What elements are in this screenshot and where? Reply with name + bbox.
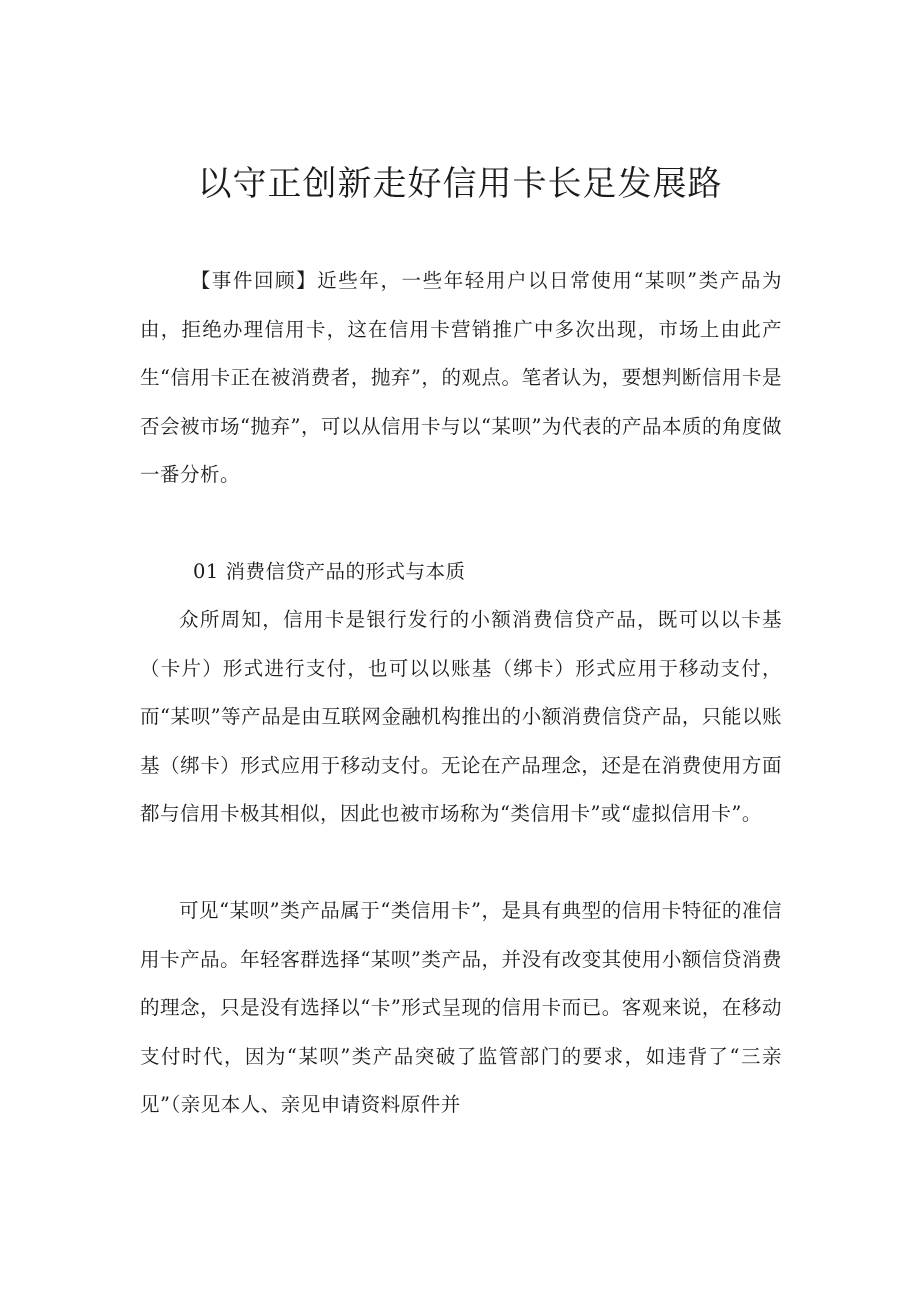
- body-paragraph-2: 众所周知，信用卡是银行发行的小额消费信贷产品，既可以以卡基（卡片）形式进行支付，也可以以账基（绑卡）形式应用于移动支付，而“某呗”等产品是由互联网金融机构推出的小额消费信贷产品，只能以账基（绑卡）形式应用于移动支付。无论在产品理念，还是在消费使用方面都与信用卡极其相似，因此也被市场称为“类信用卡”或“虚拟信用卡”。: [140, 608, 782, 826]
- body-paragraph-3: 可见“某呗”类产品属于“类信用卡”，是具有典型的信用卡特征的准信用卡产品。年轻客群选择“某呗”类产品，并没有改变其使用小额信贷消费的理念，只是没有选择以“卡”形式呈现的信用卡而已。客观来说，在移动支付时代，因为“某呗”类产品突破了监管部门的要求，如违背了“三亲见”（亲见本人、亲见申请资料原件并: [140, 899, 782, 1117]
- section-heading: 01 消费信贷产品的形式与本质: [193, 560, 466, 583]
- intro-paragraph: 【事件回顾】近些年，一些年轻用户以日常使用“某呗”类产品为由，拒绝办理信用卡，这在信用卡营销推广中多次出现，市场上由此产生“信用卡正在被消费者，抛弃”，的观点。笔者认为，要想判断信用卡是否会被市场“抛弃”，可以从信用卡与以“某呗”为代表的产品本质的角度做一番分析。: [140, 269, 782, 487]
- document-title: 以守正创新走好信用卡长足发展路: [197, 164, 723, 204]
